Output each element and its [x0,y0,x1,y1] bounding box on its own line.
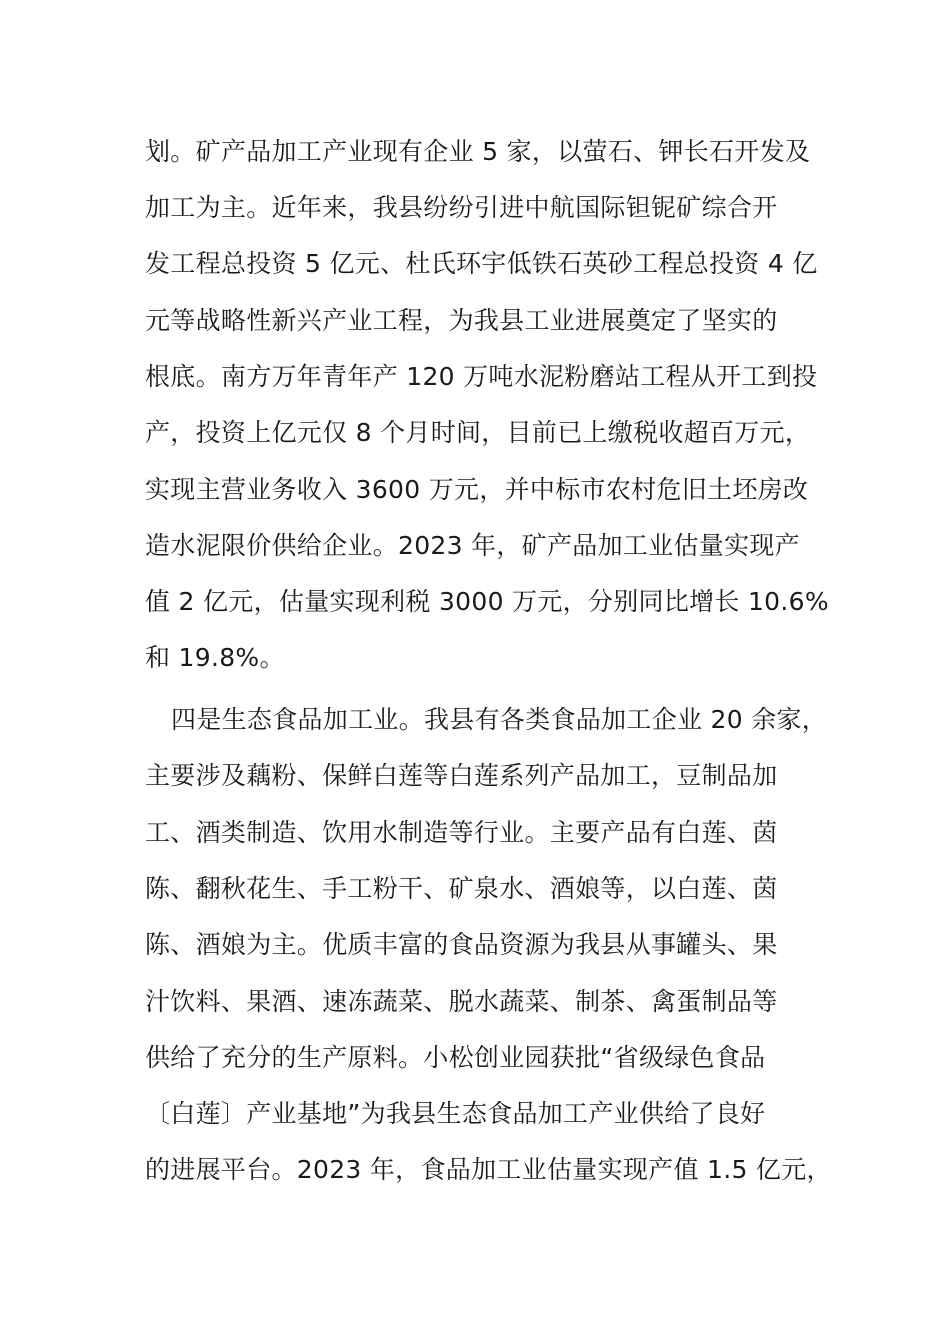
paragraph-line: 产，投资上亿元仅 8 个月时间，目前已上缴税收超百万元， [145,418,811,447]
paragraph-line: 主要涉及藕粉、保鲜白莲等白莲系列产品加工，豆制品加 [145,761,778,790]
paragraph-line: 元等战略性新兴产业工程，为我县工业进展奠定了坚实的 [145,306,778,335]
paragraph-line: 实现主营业务收入 3600 万元，并中标市农村危旧土坯房改 [145,475,809,504]
paragraph-line: 供给了充分的生产原料。小松创业园获批“省级绿色食品 [145,1043,766,1072]
paragraph-line: 汁饮料、果酒、速冻蔬菜、脱水蔬菜、制茶、禽蛋制品等 [145,987,778,1016]
paragraph-line: 陈、酒娘为主。优质丰富的食品资源为我县从事罐头、果 [145,930,778,959]
paragraph-line: 陈、翻秋花生、手工粉干、矿泉水、酒娘等，以白莲、茵 [145,874,778,903]
paragraph-line: 和 19.8%。 [145,643,285,672]
paragraph-line: 的进展平台。2023 年，食品加工业估量实现产值 1.5 亿元， [145,1155,832,1184]
paragraph-line: 根底。南方万年青年产 120 万吨水泥粉磨站工程从开工到投 [145,362,818,391]
paragraph-line: 划。矿产品加工产业现有企业 5 家，以萤石、钾长石开发及 [145,137,811,166]
paragraph-line: 值 2 亿元，估量实现利税 3000 万元，分别同比增长 10.6% [145,587,829,616]
paragraph-line: 〔白莲〕产业基地”为我县生态食品加工产业供给了良好 [145,1099,766,1128]
paragraph-line: 加工为主。近年来，我县纷纷引进中航国际钽铌矿综合开 [145,193,778,222]
paragraph-line: 发工程总投资 5 亿元、杜氏环宇低铁石英砂工程总投资 4 亿 [145,249,818,278]
paragraph-line: 造水泥限价供给企业。2023 年，矿产品加工业估量实现产 [145,531,800,560]
paragraph-first-line: 四是生态食品加工业。我县有各类食品加工企业 20 余家， [171,705,828,734]
paragraph-line: 工、酒类制造、饮用水制造等行业。主要产品有白莲、茵 [145,818,778,847]
